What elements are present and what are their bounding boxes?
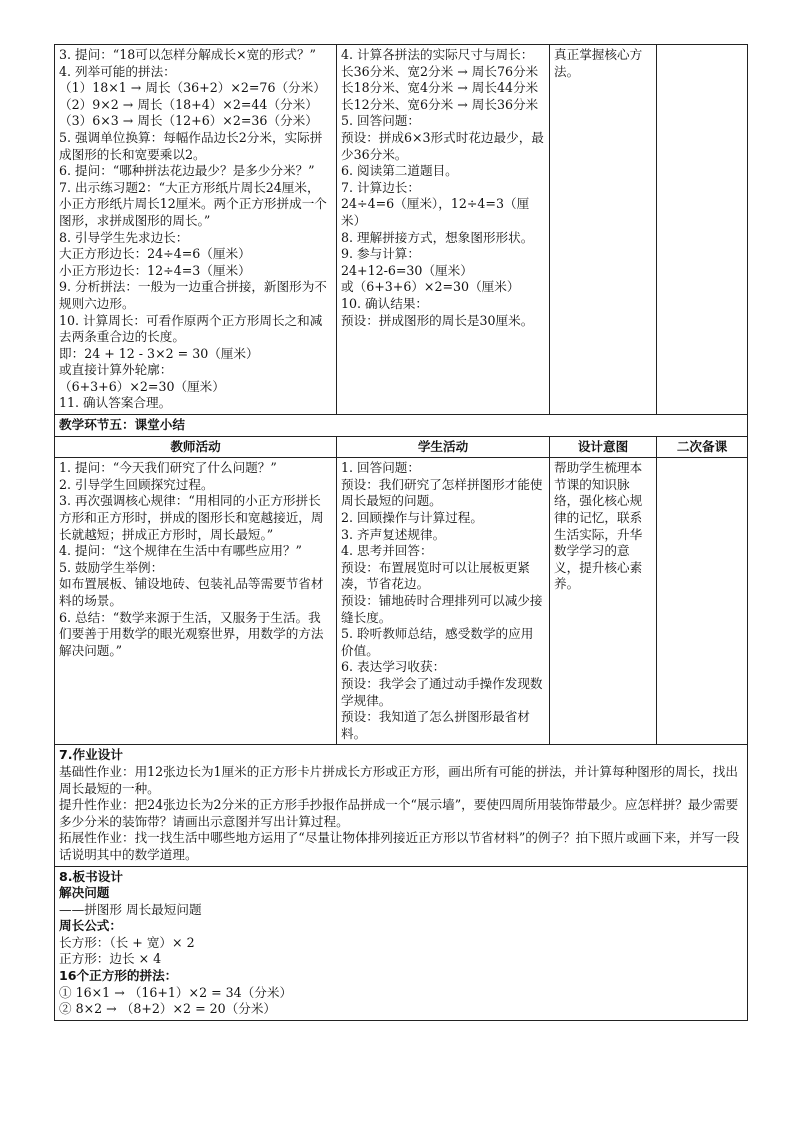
student-line: 5. 回答问题： <box>341 113 420 129</box>
teacher-line: 或直接计算外轮廓： <box>59 362 173 378</box>
intent-text: 帮助学生梳理本节课的知识脉络，强化核心规律的记忆，联系生活实际，升华数学学习的意义，提升核心素养。 <box>554 460 643 592</box>
student-line: 预设：我们研究了怎样拼图形才能使周长最短的问题。 <box>341 476 543 509</box>
teacher-line: 1. 提问：“今天我们研究了什么问题？” <box>59 460 277 476</box>
board-formula-rect: 长方形：（长 + 宽）× 2 <box>59 934 195 950</box>
section4-second-prep-cell <box>657 45 748 415</box>
header-second-prep: 二次备课 <box>657 436 748 458</box>
student-line: 长36分米、宽2分米 → 周长76分米 <box>341 63 539 79</box>
student-line: 2. 回顾操作与计算过程。 <box>341 510 483 526</box>
homework-cell <box>55 745 748 866</box>
board-methods-title: 16个正方形的拼法： <box>59 968 178 984</box>
homework-advanced: 提升性作业：把24张边长为2分米的正方形手抄报作品拼成一个“展示墙”，要使四周所用装饰带最少。应怎样拼？最少需要多少分米的装饰带？请画出示意图并写出计算过程。 <box>59 797 739 829</box>
board-main-title: 解决问题 <box>59 885 110 901</box>
section4-student-cell <box>337 45 550 415</box>
teacher-line: （6+3+6）×2=30（厘米） <box>59 378 225 394</box>
student-line: 5. 聆听教师总结，感受数学的应用价值。 <box>341 626 534 658</box>
teacher-line: 2. 引导学生回顾探究过程。 <box>59 476 214 492</box>
column-header-row <box>55 436 748 458</box>
section5-intent-cell <box>550 458 657 745</box>
teacher-line: 9. 分析拼法：一般为一边重合拼接，新图形为不规则六边形。 <box>59 279 327 311</box>
board-method-2: ② 8×2 → （8+2）×2 = 20（分米） <box>59 1001 277 1017</box>
student-line: 6. 表达学习收获： <box>341 659 446 675</box>
section5-activity-row <box>55 458 748 745</box>
student-line: 预设：我知道了怎么拼图形最省材料。 <box>341 709 530 741</box>
board-formula-square: 正方形：边长 × 4 <box>59 951 162 967</box>
section5-second-prep-cell <box>657 458 748 745</box>
student-line: 8. 理解拼接方式，想象图形形状。 <box>341 229 534 245</box>
student-line: 4. 思考并回答： <box>341 543 433 559</box>
student-line: 预设：我学会了通过动手操作发现数学规律。 <box>341 675 543 708</box>
board-method-1: ① 16×1 → （16+1）×2 = 34（分米） <box>59 984 293 1000</box>
teacher-line: （1）18×1 → 周长（36+2）×2=76（分米） <box>59 80 326 96</box>
teacher-line: 10. 计算周长：可看作原两个正方形周长之和减去两条重合边的长度。 <box>59 312 323 345</box>
section4-intent-cell <box>550 45 657 415</box>
teacher-line: 5. 强调单位换算：每幅作品边长2分米，实际拼成图形的长和宽要乘以2。 <box>59 129 323 162</box>
student-line: 3. 齐声复述规律。 <box>341 526 446 542</box>
header-design-intent: 设计意图 <box>550 436 657 458</box>
teacher-line: （2）9×2 → 周长（18+4）×2=44（分米） <box>59 96 318 112</box>
lesson-plan-table <box>54 44 748 1021</box>
student-line: 预设：拼成图形的周长是30厘米。 <box>341 312 534 328</box>
section4-activity-row <box>55 45 748 415</box>
teacher-line: 4. 提问：“这个规律在生活中有哪些应用？” <box>59 543 302 559</box>
section5-student-cell <box>337 458 550 745</box>
intent-text: 真正掌握核心方法。 <box>554 47 643 79</box>
teacher-line: 8. 引导学生先求边长： <box>59 229 189 245</box>
board-design-cell <box>55 866 748 1020</box>
section4-teacher-cell <box>55 45 337 415</box>
student-line: 9. 参与计算： <box>341 246 420 262</box>
teacher-line: （3）6×3 → 周长（12+6）×2=36（分米） <box>59 113 318 129</box>
teacher-line: 即：24 + 12 - 3×2 = 30（厘米） <box>59 345 259 361</box>
teacher-line: 7. 出示练习题2：“大正方形纸片周长24厘米，小正方形纸片周长12厘米。两个正方形拼成一个图形，求拼成图形的周长。” <box>59 179 327 228</box>
section5-title: 教学环节五：课堂小结 <box>55 415 748 437</box>
teacher-line: 大正方形边长：24÷4=6（厘米） <box>59 246 251 262</box>
header-student-activity: 学生活动 <box>337 436 550 458</box>
student-line: 预设：布置展览时可以让展板更紧凑，节省花边。 <box>341 559 530 592</box>
section5-teacher-cell <box>55 458 337 745</box>
student-line: 预设：铺地砖时合理排列可以减少接缝长度。 <box>341 593 543 625</box>
lesson-plan-page <box>54 44 747 1021</box>
teacher-line: 如布置展板、铺设地砖、包装礼品等需要节省材料的场景。 <box>59 576 324 608</box>
homework-extended: 拓展性作业：找一找生活中哪些地方运用了“尽量让物体排列接近正方形以节省材料”的例子？拍下照片或画下来，并写一段话说明其中的数学道理。 <box>59 830 740 862</box>
homework-row <box>55 745 748 866</box>
header-teacher-activity: 教师活动 <box>55 436 337 458</box>
board-title: 8.板书设计 <box>59 868 123 884</box>
teacher-line: 6. 总结：“数学来源于生活，又服务于生活。我们要善于用数学的眼光观察世界，用数学的方法解决问题。” <box>59 609 324 658</box>
student-line: 10. 确认结果： <box>341 295 429 311</box>
board-formula-title: 周长公式： <box>59 918 122 934</box>
teacher-line: 11. 确认答案合理。 <box>59 395 172 411</box>
student-line: 24÷4=6（厘米），12÷4=3（厘米） <box>341 196 530 228</box>
teacher-line: 5. 鼓励学生举例： <box>59 559 164 575</box>
student-line: 1. 回答问题： <box>341 460 420 476</box>
homework-basic: 基础性作业：用12张边长为1厘米的正方形卡片拼成长方形或正方形，画出所有可能的拼法，并计算每种图形的周长，找出周长最短的一种。 <box>59 763 738 796</box>
homework-title: 7.作业设计 <box>59 747 123 763</box>
board-subtitle: ——拼图形 周长最短问题 <box>59 901 202 917</box>
student-line: 长18分米、宽4分米 → 周长44分米 <box>341 80 539 96</box>
student-line: 24+12-6=30（厘米） <box>341 262 473 278</box>
teacher-line: 小正方形边长：12÷4=3（厘米） <box>59 262 251 278</box>
student-line: 预设：拼成6×3形式时花边最少，最少36分米。 <box>341 129 544 162</box>
student-line: 4. 计算各拼法的实际尺寸与周长： <box>341 47 534 62</box>
section5-title-row <box>55 415 748 437</box>
board-design-row <box>55 866 748 1020</box>
student-line: 7. 计算边长： <box>341 179 420 195</box>
teacher-line: 3. 提问：“18可以怎样分解成长×宽的形式？” <box>59 47 316 62</box>
teacher-line: 3. 再次强调核心规律：“用相同的小正方形拼长方形和正方形时，拼成的图形长和宽越接近，周长就越短；拼成正方形时，周长最短。” <box>59 493 324 542</box>
student-line: 6. 阅读第二道题目。 <box>341 163 458 179</box>
teacher-line: 6. 提问：“哪种拼法花边最少？是多少分米？” <box>59 163 315 179</box>
student-line: 或（6+3+6）×2=30（厘米） <box>341 279 520 295</box>
student-line: 长12分米、宽6分米 → 周长36分米 <box>341 96 539 112</box>
teacher-line: 4. 列举可能的拼法： <box>59 63 176 79</box>
